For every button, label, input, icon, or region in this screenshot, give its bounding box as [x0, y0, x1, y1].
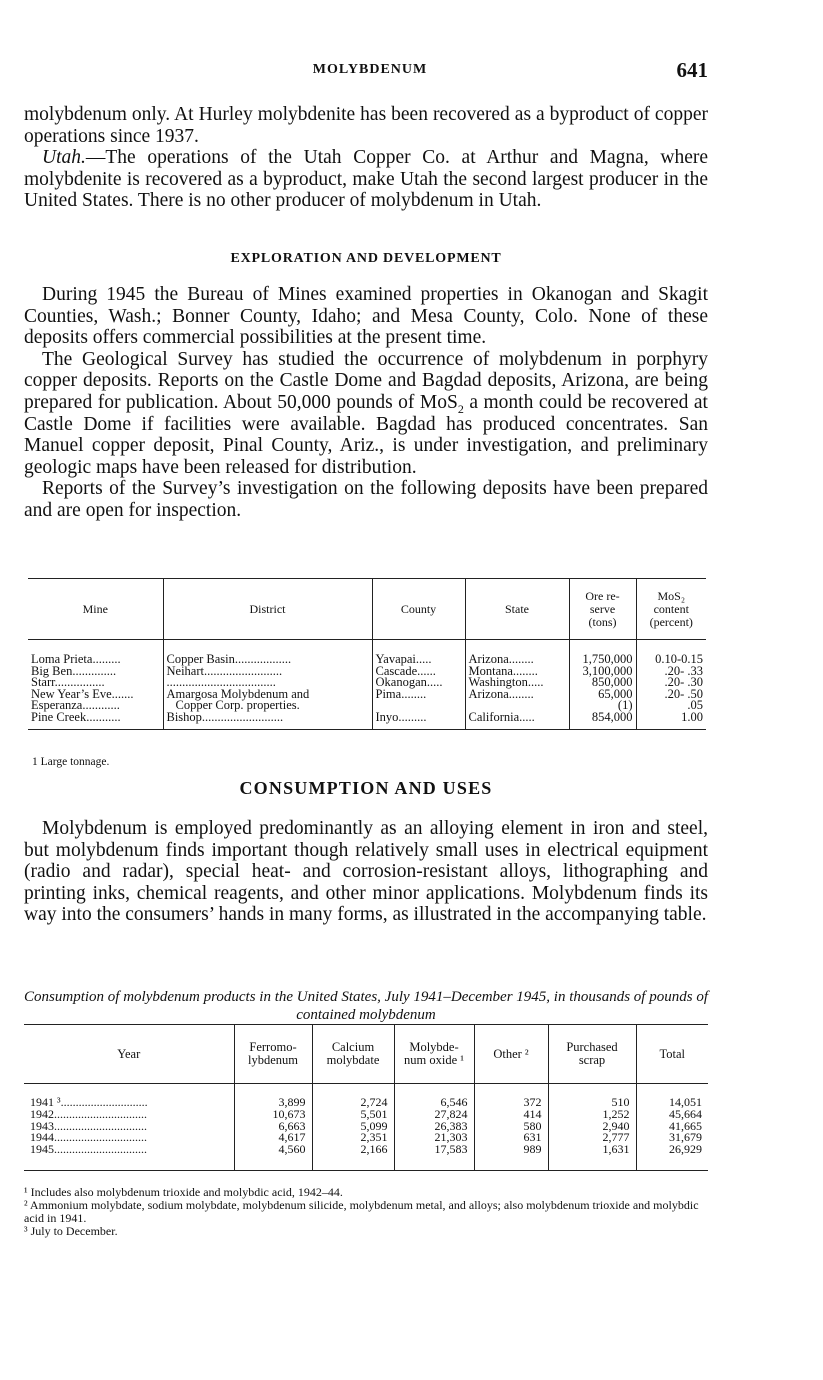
consumption-footnotes — [24, 1186, 708, 1238]
intro-paragraph-1: molybdenum only. At Hurley molybdenite has been recovered as a byproduct of copper operations since 1937. — [24, 104, 708, 147]
exploration-paragraph-1: During 1945 the Bureau of Mines examined properties in Okanogan and Skagit Counties, Wash.; Bonner County, Idaho; and Mesa County, Colo. None of these deposits offers commercial possibilities at the present time. — [24, 284, 708, 349]
col-header-ferromolybdenum: Ferromo- lybdenum — [234, 1025, 312, 1084]
col-header-calcium-molybdate: Calcium molybdate — [312, 1025, 394, 1084]
table-row: New Year’s Eve....... Amargosa Molybdenum and Pima........ Arizona........ 65,000 .20- .50 — [28, 689, 706, 701]
table-row: Big Ben.............. Neihart......................... Cascade...... Montana........ 3,100,000 .20- .33 — [28, 666, 706, 678]
exploration-text — [24, 284, 708, 522]
deposits-table — [28, 578, 706, 730]
utah-lead: Utah. — [42, 147, 86, 169]
footnote-3: ³ July to December. — [24, 1224, 118, 1238]
col-header-mine: Mine — [28, 579, 163, 640]
consumption-table — [24, 1024, 708, 1171]
footnote-1: ¹ Includes also molybdenum trioxide and molybdic acid, 1942–44. — [24, 1185, 343, 1199]
exploration-paragraph-3: Reports of the Survey’s investigation on the following deposits have been prepared and are open for inspection. — [24, 478, 708, 521]
col-header-state: State — [465, 579, 569, 640]
table-row: 1942............................... 10,673 5,501 27,824 414 1,252 45,664 — [24, 1109, 708, 1121]
col-header-district: District — [163, 579, 372, 640]
table-row: Loma Prieta......... Copper Basin.................. Yavapai..... Arizona........ 1,750,000 0.10-0.15 — [28, 640, 706, 666]
table-row: Starr................ ................................... Okanogan..... Washington..... 850,000 .20- .30 — [28, 677, 706, 689]
intro-paragraph-utah — [24, 147, 708, 212]
table-row: Esperanza............ Copper Corp. properties. (1) .05 — [28, 700, 706, 712]
utah-text: —The operations of the Utah Copper Co. at Arthur and Magna, where molybdenite is recovered as a byproduct, make Utah the second largest producer in the United States. There is no other producer of molybdenum in Utah. — [24, 147, 708, 212]
table-row: Pine Creek........... Bishop.......................... Inyo......... California..... 854,000 1.00 — [28, 712, 706, 730]
table-row: 1941 ³............................. 3,899 2,724 6,546 372 510 14,051 — [24, 1084, 708, 1109]
col-header-purchased-scrap: Purchased scrap — [548, 1025, 636, 1084]
page-header — [32, 58, 708, 84]
table-row: 1944............................... 4,617 2,351 21,303 631 2,777 31,679 — [24, 1132, 708, 1144]
deposits-footnote: 1 Large tonnage. — [32, 756, 110, 768]
table-row: 1943............................... 6,663 5,099 26,383 580 2,940 41,665 — [24, 1121, 708, 1133]
consumption-paragraph-1: Molybdenum is employed predominantly as an alloying element in iron and steel, but molybdenum finds important though relatively small uses in electrical equipment (radio and radar), special heat- and corrosion-resistant alloys, lithographing and printing inks, chemical reagents, and other minor applications. Molybdenum finds its way into the consumers’ hands in many forms, as illustrated in the accompanying table. — [24, 818, 708, 926]
consumption-text — [24, 818, 708, 926]
table-row: 1945............................... 4,560 2,166 17,583 989 1,631 26,929 — [24, 1144, 708, 1170]
col-header-county: County — [372, 579, 465, 640]
consumption-heading: CONSUMPTION AND USES — [239, 778, 493, 798]
exploration-paragraph-2: The Geological Survey has studied the occurrence of molybdenum in porphyry copper deposits. Reports on the Castle Dome and Bagdad deposits, Arizona, are being prepared for publication. About 50,000 pounds of MoS$_2$ a month could be recovered at Castle Dome if facilities were available. Bagdad has produced concentrates. San Manuel copper deposit, Pinal County, Ariz., is under investigation, and preliminary geologic maps have been released for distribution. — [24, 348, 708, 478]
col-header-molybdenum-oxide: Molybde- num oxide ¹ — [394, 1025, 474, 1084]
col-header-year: Year — [24, 1025, 234, 1084]
footnote-2: ² Ammonium molybdate, sodium molybdate, molybdenum silicide, molybdenum metal, and alloys; also molybdenum trioxide and molybdic acid in 1941. — [24, 1198, 699, 1225]
col-header-total: Total — [636, 1025, 708, 1084]
page-number: 641 — [676, 58, 708, 82]
col-header-mos2-content: MoS₂ content (percent) — [636, 579, 706, 640]
intro-text — [24, 104, 708, 212]
col-header-other: Other ² — [474, 1025, 548, 1084]
exploration-heading: EXPLORATION AND DEVELOPMENT — [230, 251, 502, 266]
col-header-ore-reserve: Ore re- serve (tons) — [569, 579, 636, 640]
consumption-table-caption: Consumption of molybdenum products in the United States, July 1941–December 1945, in thousands of pounds of contained molybdenum — [24, 989, 708, 1023]
running-title: MOLYBDENUM — [312, 62, 428, 77]
